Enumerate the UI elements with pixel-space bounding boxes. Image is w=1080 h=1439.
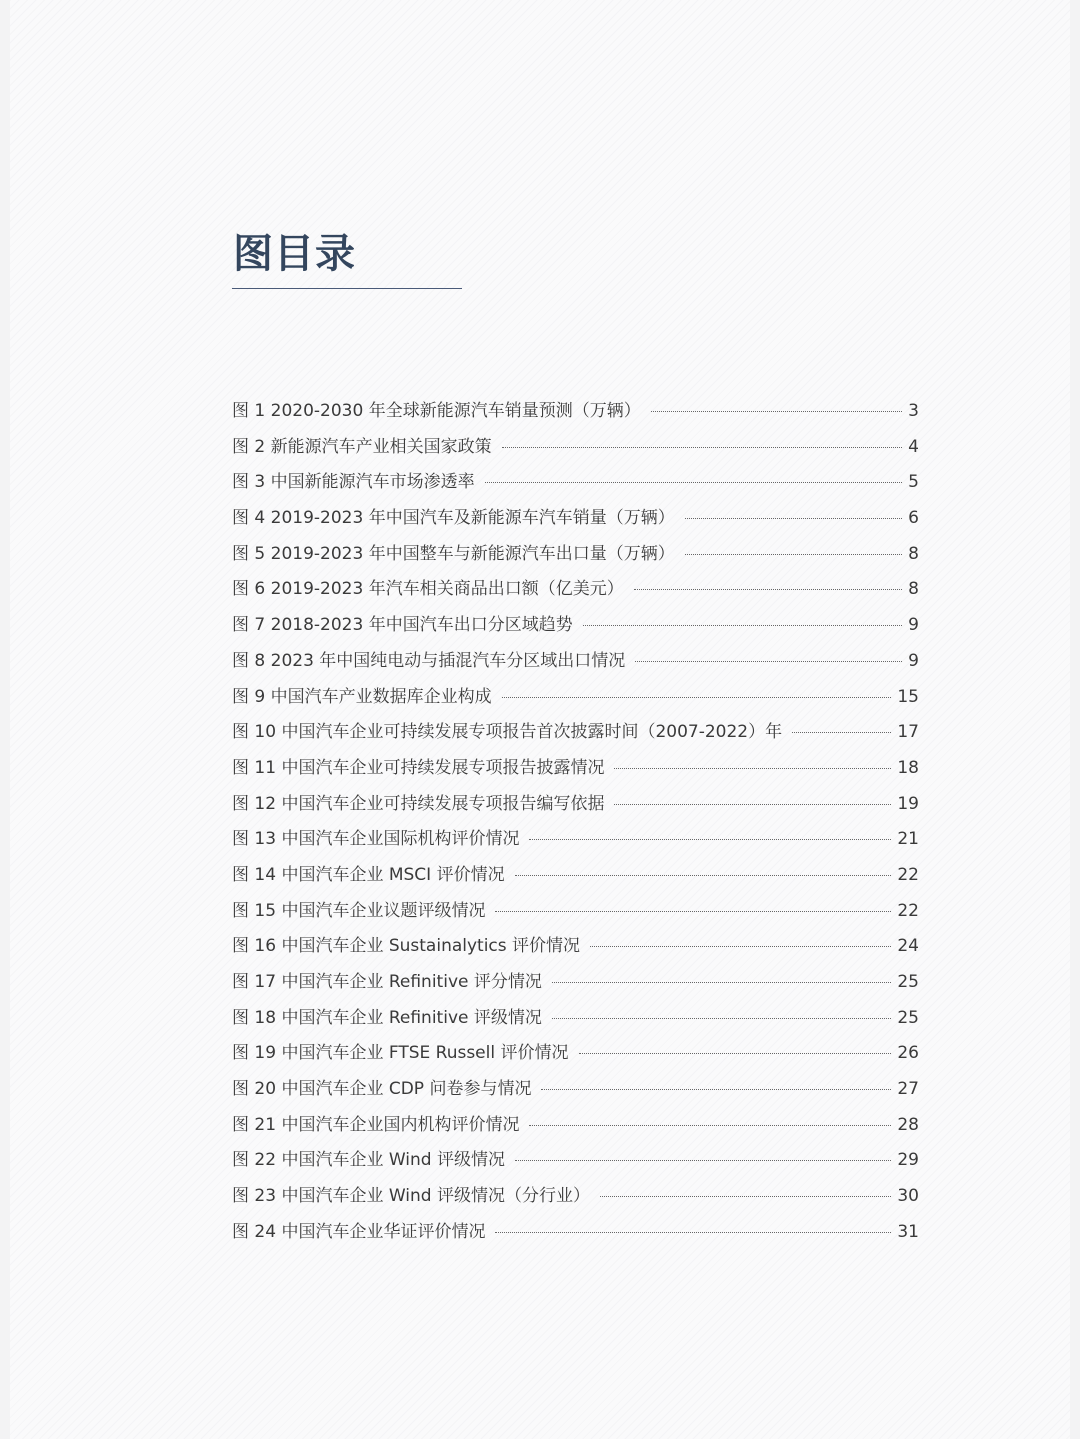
toc-page-number: 17 (897, 722, 919, 743)
toc-entry-label: 图 3 中国新能源汽车市场渗透率 (232, 472, 475, 493)
toc-entry[interactable] (232, 574, 919, 610)
toc-page-number: 25 (897, 1007, 919, 1028)
toc-entry[interactable] (232, 1074, 919, 1110)
toc-entry[interactable] (232, 432, 919, 468)
toc-entry[interactable] (232, 931, 919, 967)
toc-dot-leader (579, 1053, 892, 1054)
toc-entry-label: 图 20 中国汽车企业 CDP 问卷参与情况 (232, 1079, 532, 1100)
toc-entry-label: 图 16 中国汽车企业 Sustainalytics 评价情况 (232, 936, 581, 957)
toc-page-number: 18 (897, 757, 919, 778)
toc-page-number: 5 (908, 472, 919, 493)
toc-page-number: 8 (908, 543, 919, 564)
toc-entry-label: 图 10 中国汽车企业可持续发展专项报告首次披露时间（2007-2022）年 (232, 722, 783, 743)
toc-entry[interactable] (232, 860, 919, 896)
toc-page-number: 22 (897, 900, 919, 921)
toc-entry[interactable] (232, 646, 919, 682)
toc-page-number: 9 (908, 615, 919, 636)
toc-page-number: 30 (897, 1186, 919, 1207)
toc-entry-label: 图 1 2020-2030 年全球新能源汽车销量预测（万辆） (232, 401, 641, 421)
toc-dot-leader (529, 839, 891, 840)
toc-dot-leader (590, 946, 891, 947)
toc-entry-label: 图 6 2019-2023 年汽车相关商品出口额（亿美元） (232, 579, 624, 600)
page-title: 图目录 (233, 231, 356, 277)
toc-dot-leader (541, 1089, 891, 1090)
toc-entry[interactable] (232, 1145, 919, 1181)
toc-entry[interactable] (232, 503, 919, 539)
toc-dot-leader (651, 411, 902, 412)
toc-page-number: 31 (897, 1221, 919, 1242)
document-page (10, 0, 1070, 1439)
toc-entry-label: 图 11 中国汽车企业可持续发展专项报告披露情况 (232, 757, 605, 778)
toc-dot-leader (552, 982, 891, 983)
toc-dot-leader (515, 875, 892, 876)
toc-dot-leader (495, 911, 891, 912)
toc-entry[interactable] (232, 1110, 919, 1146)
toc-entry-label: 图 13 中国汽车企业国际机构评价情况 (232, 829, 520, 850)
toc-page-number: 6 (908, 508, 919, 529)
toc-entry[interactable] (232, 467, 919, 503)
toc-dot-leader (485, 482, 903, 483)
toc-dot-leader (792, 732, 891, 733)
toc-entry-label: 图 21 中国汽车企业国内机构评价情况 (232, 1114, 520, 1135)
toc-entry[interactable] (232, 1003, 919, 1039)
toc-entry[interactable] (232, 824, 919, 860)
toc-dot-leader (685, 518, 902, 519)
toc-entry-label: 图 9 中国汽车产业数据库企业构成 (232, 686, 492, 707)
toc-dot-leader (515, 1160, 891, 1161)
toc-entry-label: 图 19 中国汽车企业 FTSE Russell 评价情况 (232, 1043, 569, 1064)
toc-page-number: 3 (908, 401, 919, 421)
toc-page-number: 29 (897, 1150, 919, 1171)
toc-entry[interactable] (232, 1038, 919, 1074)
toc-page-number: 25 (897, 972, 919, 992)
toc-page-number: 27 (897, 1079, 919, 1100)
toc-dot-leader (634, 589, 902, 590)
toc-entry-label: 图 8 2023 年中国纯电动与插混汽车分区域出口情况 (232, 650, 626, 671)
toc-dot-leader (529, 1125, 891, 1126)
toc-entry[interactable] (232, 1181, 919, 1217)
toc-page-number: 19 (897, 793, 919, 814)
toc-entry-label: 图 23 中国汽车企业 Wind 评级情况（分行业） (232, 1186, 590, 1207)
toc-page-number: 8 (908, 579, 919, 600)
toc-entry-label: 图 24 中国汽车企业华证评价情况 (232, 1221, 486, 1242)
toc-dot-leader (502, 447, 903, 448)
toc-dot-leader (495, 1232, 891, 1233)
toc-entry-label: 图 22 中国汽车企业 Wind 评级情况 (232, 1150, 505, 1171)
toc-entry-label: 图 15 中国汽车企业议题评级情况 (232, 900, 486, 921)
toc-entry[interactable] (232, 610, 919, 646)
toc-entry[interactable] (232, 896, 919, 932)
toc-dot-leader (614, 804, 891, 805)
toc-entry-label: 图 18 中国汽车企业 Refinitive 评级情况 (232, 1007, 542, 1028)
toc-entry-label: 图 12 中国汽车企业可持续发展专项报告编写依据 (232, 793, 605, 814)
toc-entry-label: 图 17 中国汽车企业 Refinitive 评分情况 (232, 972, 542, 992)
toc-page-number: 26 (897, 1043, 919, 1064)
toc-dot-leader (583, 625, 902, 626)
toc-entry[interactable] (232, 396, 919, 432)
figure-list (232, 396, 919, 1253)
toc-page-number: 22 (897, 864, 919, 885)
toc-page-number: 4 (908, 436, 919, 457)
toc-entry-label: 图 4 2019-2023 年中国汽车及新能源车汽车销量（万辆） (232, 508, 675, 529)
toc-dot-leader (600, 1196, 891, 1197)
toc-page-number: 21 (897, 829, 919, 850)
toc-entry[interactable] (232, 539, 919, 575)
toc-dot-leader (614, 768, 891, 769)
toc-entry[interactable] (232, 682, 919, 718)
title-underline (232, 288, 462, 289)
toc-page-number: 28 (897, 1114, 919, 1135)
toc-entry-label: 图 5 2019-2023 年中国整车与新能源汽车出口量（万辆） (232, 543, 675, 564)
toc-entry[interactable] (232, 1217, 919, 1253)
toc-page-number: 9 (908, 650, 919, 671)
toc-entry-label: 图 14 中国汽车企业 MSCI 评价情况 (232, 864, 505, 885)
toc-dot-leader (552, 1018, 891, 1019)
toc-page-number: 15 (897, 686, 919, 707)
toc-entry[interactable] (232, 967, 919, 1003)
toc-entry-label: 图 2 新能源汽车产业相关国家政策 (232, 436, 492, 457)
toc-entry[interactable] (232, 789, 919, 825)
toc-dot-leader (635, 661, 902, 662)
toc-entry[interactable] (232, 717, 919, 753)
toc-dot-leader (502, 697, 892, 698)
toc-dot-leader (685, 554, 902, 555)
toc-entry-label: 图 7 2018-2023 年中国汽车出口分区域趋势 (232, 615, 573, 636)
toc-page-number: 24 (897, 936, 919, 957)
toc-entry[interactable] (232, 753, 919, 789)
